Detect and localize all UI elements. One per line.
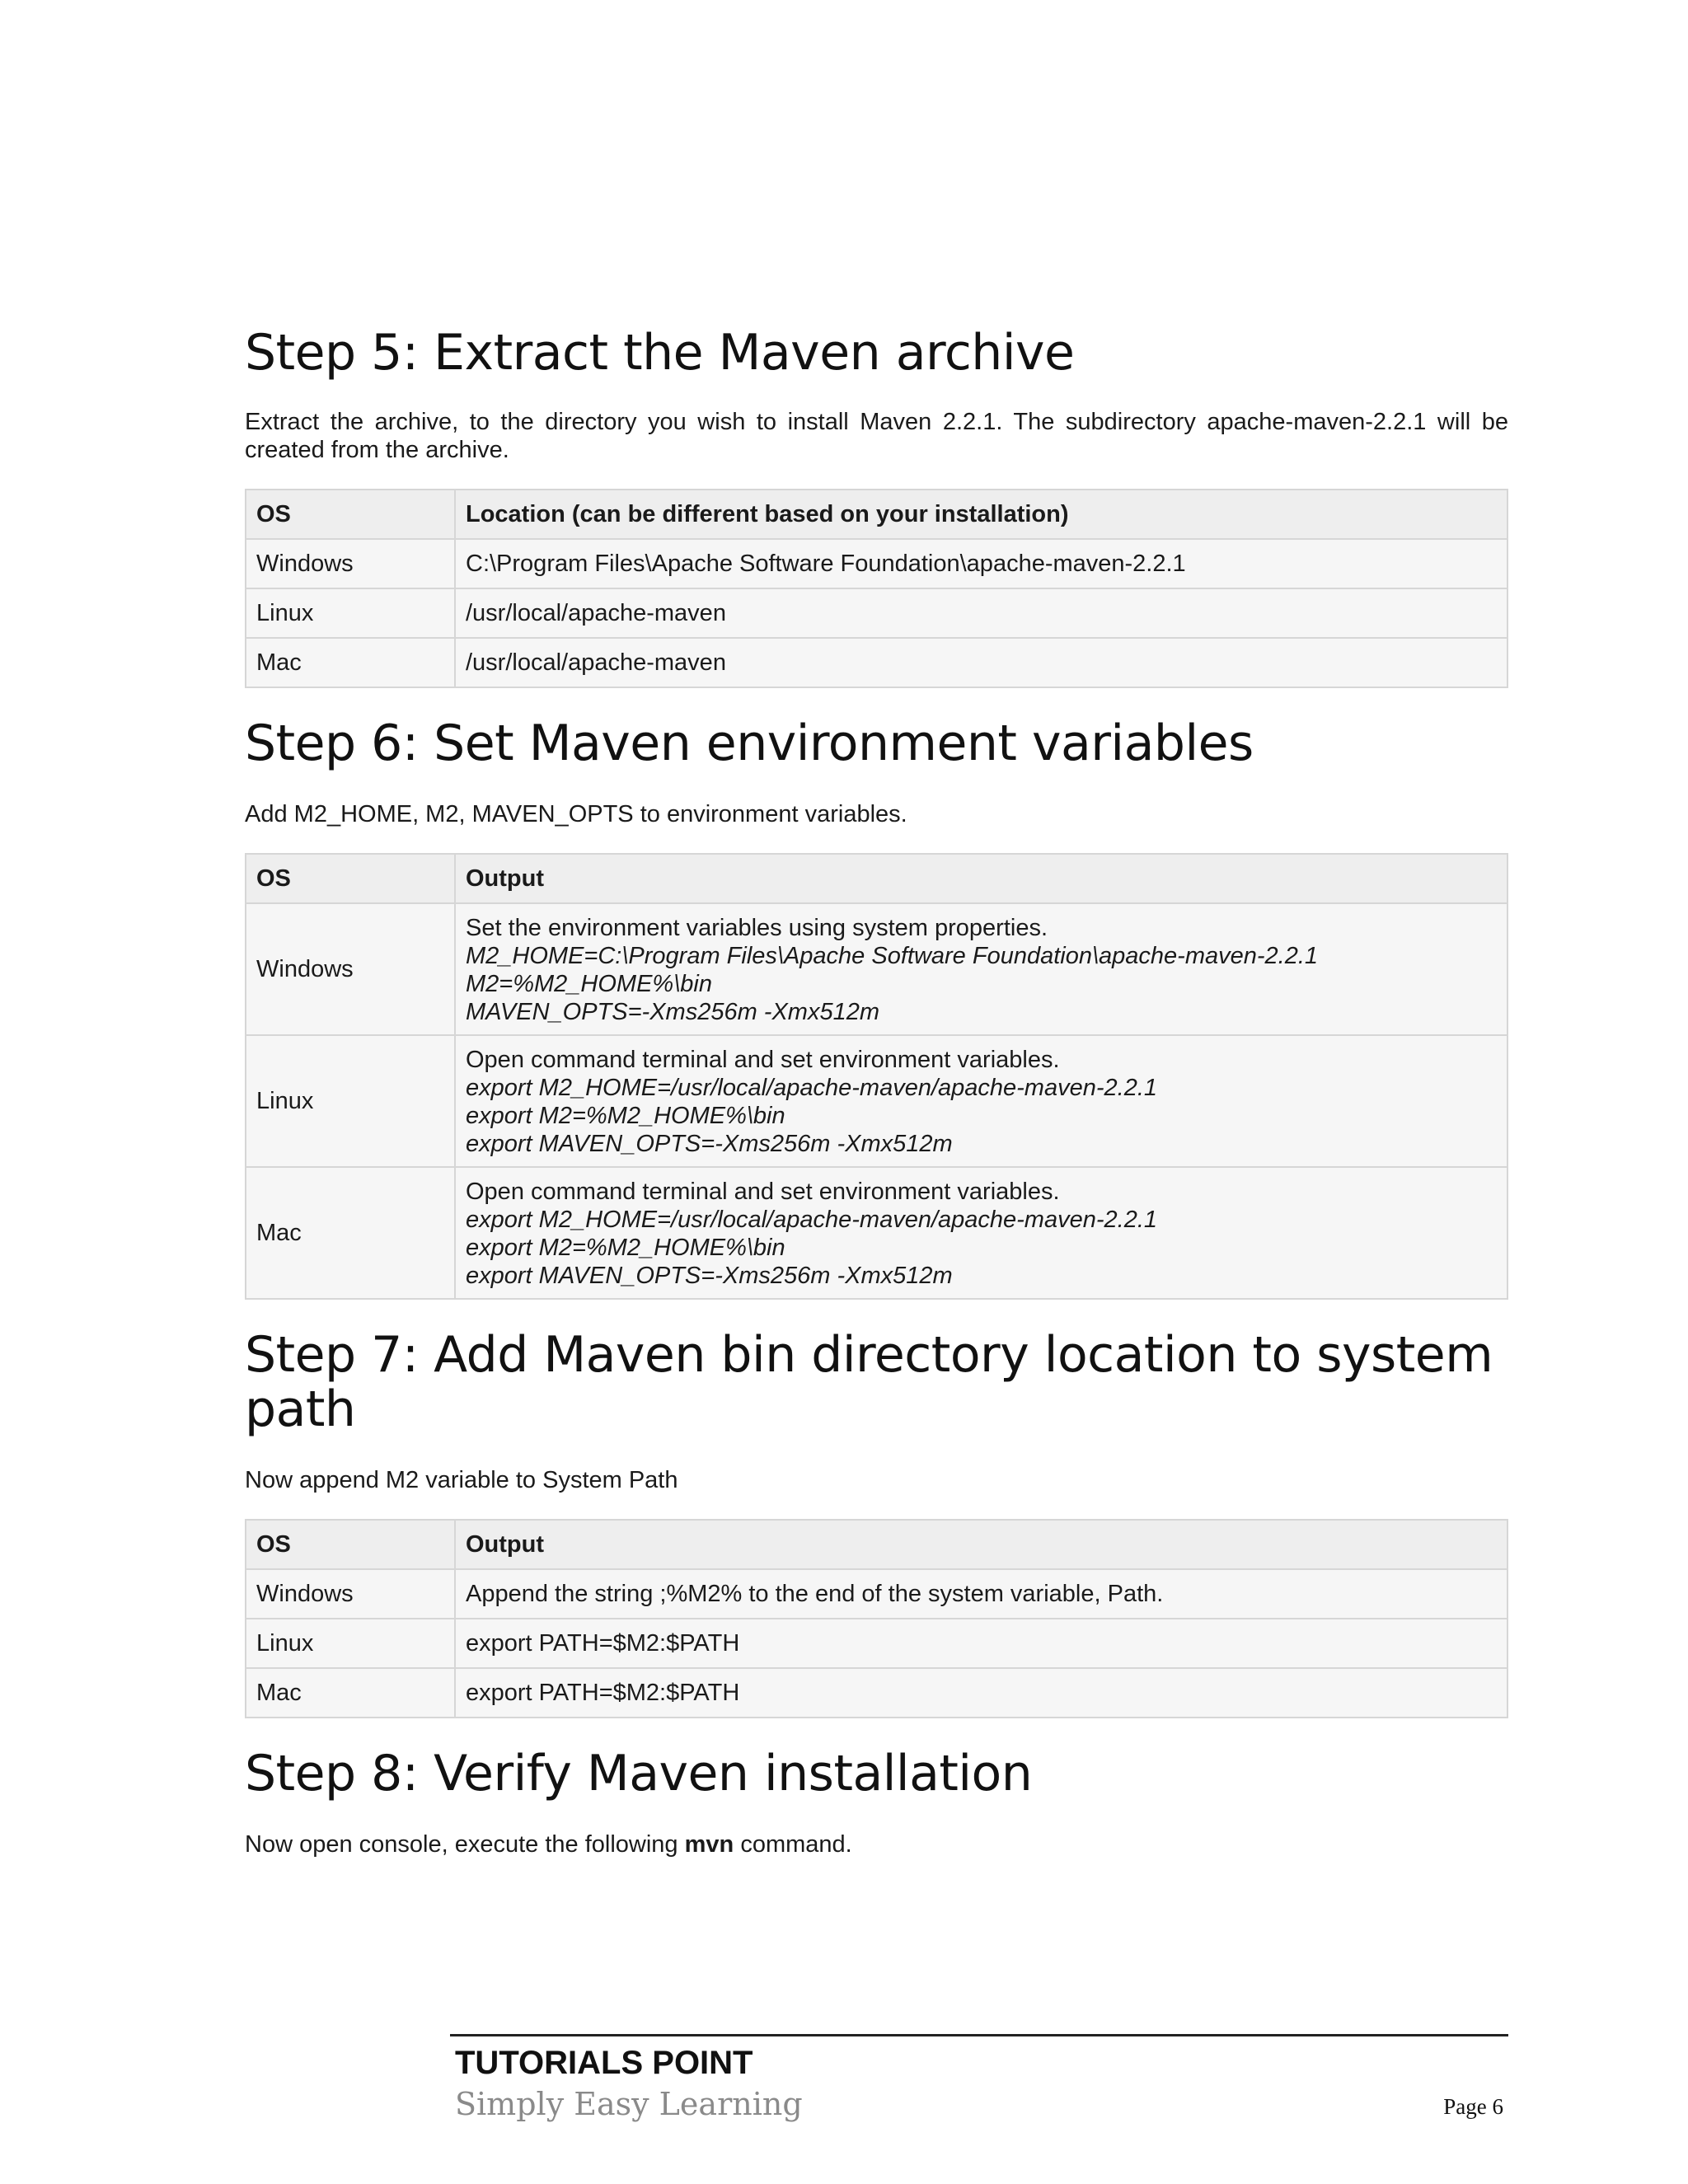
code-line: M2=%M2_HOME%\bin bbox=[466, 971, 712, 997]
output-cell: export PATH=$M2:$PATH bbox=[455, 1668, 1507, 1718]
code-line: export M2=%M2_HOME%\bin bbox=[466, 1103, 785, 1129]
table-row bbox=[246, 1668, 1507, 1718]
table-row bbox=[246, 1569, 1507, 1619]
output-cell bbox=[455, 903, 1507, 1035]
location-cell: C:\Program Files\Apache Software Foundation\apache-maven-2.2.1 bbox=[455, 539, 1507, 588]
column-header-location: Location (can be different based on your installation) bbox=[455, 490, 1507, 539]
table-row bbox=[246, 903, 1507, 1035]
step6-table bbox=[245, 853, 1508, 1300]
os-cell: Windows bbox=[246, 903, 455, 1035]
table-header-row bbox=[246, 490, 1507, 539]
table-row bbox=[246, 638, 1507, 687]
step8-intro bbox=[245, 1830, 1508, 1858]
code-line: export M2=%M2_HOME%\bin bbox=[466, 1235, 785, 1261]
os-cell: Mac bbox=[246, 1167, 455, 1299]
page-footer bbox=[450, 2034, 1508, 2122]
column-header-output: Output bbox=[455, 854, 1507, 903]
command-name: mvn bbox=[684, 1831, 734, 1858]
table-row bbox=[246, 588, 1507, 638]
code-line: export MAVEN_OPTS=-Xms256m -Xmx512m bbox=[466, 1263, 953, 1289]
step8-heading: Step 8: Verify Maven installation bbox=[245, 1745, 1033, 1802]
code-line: M2_HOME=C:\Program Files\Apache Software Foundation\apache-maven-2.2.1 bbox=[466, 943, 1319, 969]
step7-intro: Now append M2 variable to System Path bbox=[245, 1467, 678, 1493]
table-row bbox=[246, 539, 1507, 588]
code-line: export M2_HOME=/usr/local/apache-maven/apache-maven-2.2.1 bbox=[466, 1207, 1158, 1233]
footer-brand: TUTORIALS POINT bbox=[455, 2045, 753, 2081]
table-row bbox=[246, 1619, 1507, 1668]
location-cell: /usr/local/apache-maven bbox=[455, 638, 1507, 687]
code-line: MAVEN_OPTS=-Xms256m -Xmx512m bbox=[466, 999, 880, 1025]
column-header-output: Output bbox=[455, 1520, 1507, 1569]
intro-text-end: command. bbox=[734, 1831, 852, 1858]
step5-intro: Extract the archive, to the directory you wish to install Maven 2.2.1. The subdirectory apache-maven-2.2.1 will be created from the archive. bbox=[245, 409, 1508, 463]
output-cell bbox=[455, 1167, 1507, 1299]
os-cell: Mac bbox=[246, 1668, 455, 1718]
intro-text: Now open console, execute the following bbox=[245, 1831, 685, 1858]
os-cell: Linux bbox=[246, 1619, 455, 1668]
step7-heading: Step 7: Add Maven bin directory location to system path bbox=[245, 1326, 1493, 1438]
os-cell: Linux bbox=[246, 588, 455, 638]
column-header-os: OS bbox=[246, 854, 455, 903]
table-header-row bbox=[246, 854, 1507, 903]
document-body bbox=[245, 326, 1508, 1858]
footer-tagline: Simply Easy Learning bbox=[455, 2086, 803, 2122]
instruction-text: Set the environment variables using system properties. bbox=[466, 915, 1048, 941]
table-header-row bbox=[246, 1520, 1507, 1569]
step7-table bbox=[245, 1519, 1508, 1718]
output-cell: export PATH=$M2:$PATH bbox=[455, 1619, 1507, 1668]
page-number: Page 6 bbox=[1443, 2094, 1503, 2119]
table-row bbox=[246, 1035, 1507, 1167]
instruction-text: Open command terminal and set environment variables. bbox=[466, 1047, 1060, 1073]
os-cell: Mac bbox=[246, 638, 455, 687]
os-cell: Windows bbox=[246, 539, 455, 588]
table-row bbox=[246, 1167, 1507, 1299]
code-line: export M2_HOME=/usr/local/apache-maven/apache-maven-2.2.1 bbox=[466, 1075, 1158, 1101]
step5-table bbox=[245, 489, 1508, 688]
location-cell: /usr/local/apache-maven bbox=[455, 588, 1507, 638]
step6-heading: Step 6: Set Maven environment variables bbox=[245, 715, 1254, 772]
os-cell: Linux bbox=[246, 1035, 455, 1167]
os-cell: Windows bbox=[246, 1569, 455, 1619]
column-header-os: OS bbox=[246, 490, 455, 539]
column-header-os: OS bbox=[246, 1520, 455, 1569]
instruction-text: Open command terminal and set environment variables. bbox=[466, 1179, 1060, 1205]
output-cell: Append the string ;%M2% to the end of the system variable, Path. bbox=[455, 1569, 1507, 1619]
step5-heading: Step 5: Extract the Maven archive bbox=[245, 324, 1075, 382]
step6-intro: Add M2_HOME, M2, MAVEN_OPTS to environment variables. bbox=[245, 801, 907, 827]
code-line: export MAVEN_OPTS=-Xms256m -Xmx512m bbox=[466, 1131, 953, 1157]
output-cell bbox=[455, 1035, 1507, 1167]
